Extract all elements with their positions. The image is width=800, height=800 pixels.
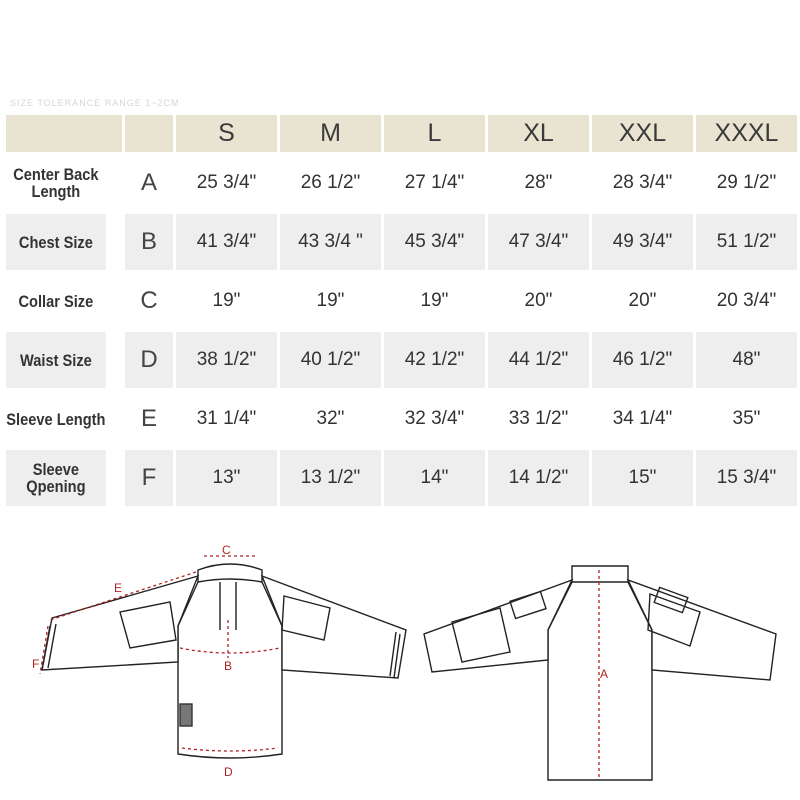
cell-value: 46 1/2" <box>592 332 693 388</box>
row-label <box>6 273 106 329</box>
cell-value: 49 3/4" <box>592 214 693 270</box>
row-label <box>6 155 106 211</box>
label-text: Center Back Length <box>13 165 99 201</box>
cell-value: 20" <box>628 290 657 311</box>
front-seams <box>178 582 282 630</box>
cell-value: 14 1/2" <box>488 450 589 506</box>
back-body <box>548 630 652 780</box>
cell-value: 20 3/4" <box>716 290 777 311</box>
tolerance-caption: SIZE TOLERANCE RANGE 1~2CM <box>10 98 180 108</box>
row-center-back-length <box>6 155 797 211</box>
row-waist-size <box>6 332 797 388</box>
marker-b: B <box>224 659 233 673</box>
cell-value: 19" <box>420 290 449 311</box>
row-letter: B <box>125 214 173 270</box>
cell-value: 28 3/4" <box>612 172 673 193</box>
cell-value: 45 3/4" <box>384 214 485 270</box>
header-blank-label <box>6 115 122 152</box>
cell-value: 34 1/4" <box>612 408 673 429</box>
back-collar <box>572 566 628 582</box>
back-measurement-labels <box>600 667 608 681</box>
cell-value: 15 3/4" <box>696 450 797 506</box>
cell-value: 14" <box>384 450 485 506</box>
row-sleeve-opening <box>6 450 797 506</box>
front-body <box>178 626 282 758</box>
marker-c: C <box>222 543 231 557</box>
row-sleeve-length <box>6 391 797 447</box>
front-collar <box>198 564 262 582</box>
cell-value: 29 1/2" <box>716 172 777 193</box>
size-header-m: M <box>280 115 381 152</box>
cell-value: 15" <box>592 450 693 506</box>
header-blank-letter <box>125 115 173 152</box>
cell-value: 19" <box>316 290 345 311</box>
size-header-row <box>6 115 797 152</box>
cell-value: 13 1/2" <box>280 450 381 506</box>
row-letter: A <box>140 169 157 196</box>
cell-value: 32 3/4" <box>404 408 465 429</box>
cell-value: 25 3/4" <box>196 172 257 193</box>
size-chart-table <box>3 112 800 509</box>
row-letter: D <box>125 332 173 388</box>
row-label <box>6 391 106 447</box>
row-letter: C <box>140 287 158 314</box>
cell-value: 20" <box>524 290 553 311</box>
marker-e: E <box>114 581 123 595</box>
cell-value: 28" <box>524 172 553 193</box>
cell-value: 31 1/4" <box>196 408 257 429</box>
cell-value: 51 1/2" <box>696 214 797 270</box>
row-chest-size <box>6 214 797 270</box>
cell-value: 19" <box>212 290 241 311</box>
cell-value: 35" <box>732 408 761 429</box>
front-side-patch <box>180 704 192 726</box>
front-right-sleeve <box>262 576 406 678</box>
cell-value: 38 1/2" <box>176 332 277 388</box>
cell-value: 13" <box>176 450 277 506</box>
cell-value: 47 3/4" <box>488 214 589 270</box>
label-text: Waist Size <box>19 350 92 370</box>
marker-d: D <box>224 765 233 779</box>
label-text: Sleeve Length <box>6 409 106 429</box>
cell-value: 40 1/2" <box>280 332 381 388</box>
row-label <box>6 450 106 506</box>
cell-value: 27 1/4" <box>404 172 465 193</box>
size-header-xxl: XXL <box>592 115 693 152</box>
label-text: Chest Size <box>18 232 93 252</box>
label-text: Collar Size <box>18 291 94 311</box>
row-label <box>6 214 106 270</box>
row-letter: F <box>125 450 173 506</box>
garment-measurement-diagram <box>0 530 800 800</box>
cell-value: 32" <box>316 408 345 429</box>
marker-a: A <box>600 667 609 681</box>
cell-value: 48" <box>696 332 797 388</box>
size-header-s: S <box>176 115 277 152</box>
size-header-l: L <box>384 115 485 152</box>
cell-value: 42 1/2" <box>384 332 485 388</box>
size-header-xxxl: XXXL <box>696 115 797 152</box>
cell-value: 33 1/2" <box>508 408 569 429</box>
row-label <box>6 332 106 388</box>
cell-value: 26 1/2" <box>300 172 361 193</box>
cell-value: 43 3/4 " <box>280 214 381 270</box>
cell-value: 41 3/4" <box>176 214 277 270</box>
size-header-xl: XL <box>488 115 589 152</box>
row-collar-size <box>6 273 797 329</box>
marker-f: F <box>32 657 40 671</box>
row-letter: E <box>140 405 157 432</box>
label-text: Sleeve Qpening <box>26 460 86 496</box>
cell-value: 44 1/2" <box>488 332 589 388</box>
